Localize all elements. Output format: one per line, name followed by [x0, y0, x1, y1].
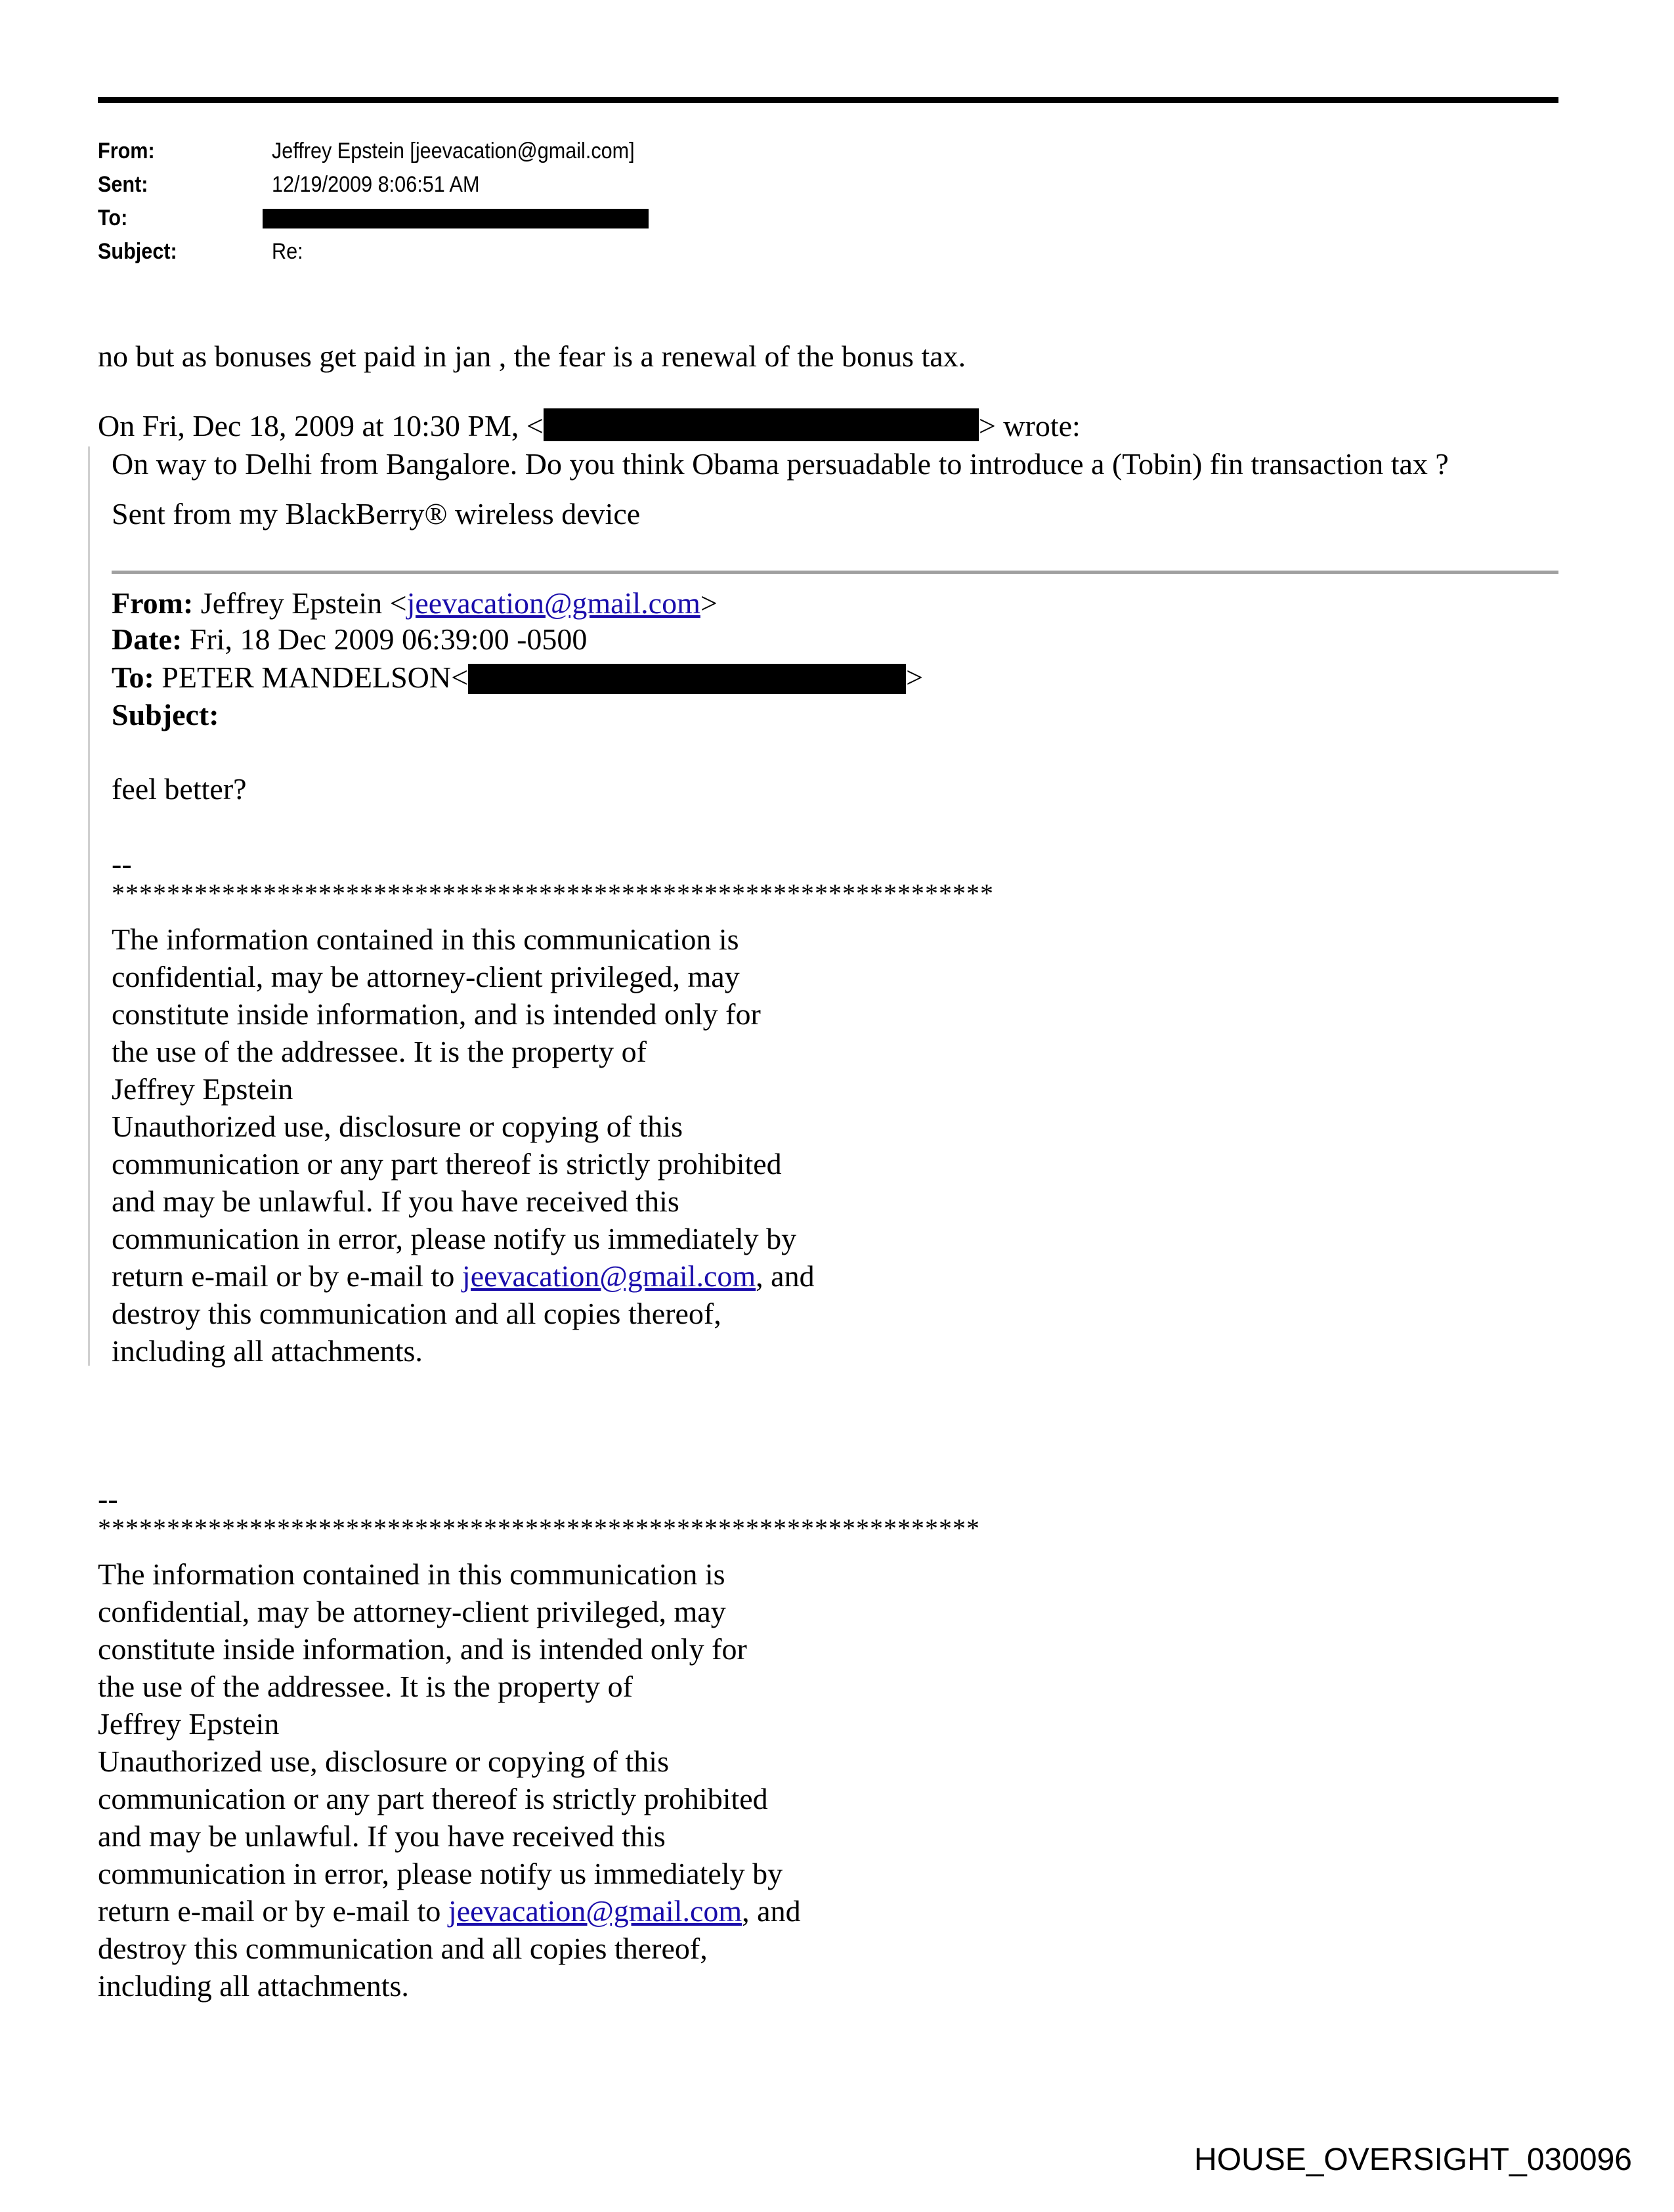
disclaimer-line: return e-mail or by e-mail to jeevacation@gmail.com, and [98, 1894, 801, 1928]
header-sent-label: Sent: [98, 172, 148, 197]
disclaimer-email-link[interactable]: jeevacation@gmail.com [461, 1259, 756, 1293]
quoted-signature: Sent from my BlackBerry® wireless device [112, 497, 641, 531]
disclaimer-email-link[interactable]: jeevacation@gmail.com [448, 1894, 742, 1928]
disclaimer-line: Unauthorized use, disclosure or copying of this [112, 1110, 683, 1143]
header-subject-value: Re: [272, 239, 303, 264]
sig-stars: **************************************************************** [112, 878, 994, 908]
reply-text: no but as bonuses get paid in jan , the fear is a renewal of the bonus tax. [98, 339, 966, 373]
header-to-label: To: [98, 206, 128, 230]
disclaimer-line: including all attachments. [112, 1334, 423, 1368]
quoted-subject: Subject: [112, 698, 219, 731]
header-from-value: Jeffrey Epstein [jeevacation@gmail.com] [272, 139, 635, 163]
disclaimer-line: destroy this communication and all copies thereof, [112, 1297, 721, 1330]
disclaimer-line: confidential, may be attorney-client privileged, may [112, 960, 740, 993]
header-subject-label: Subject: [98, 239, 177, 264]
top-rule [98, 97, 1558, 103]
disclaimer-line: Unauthorized use, disclosure or copying of this [98, 1745, 669, 1778]
disclaimer-line: communication or any part thereof is strictly prohibited [112, 1147, 782, 1181]
quoted-to: To: PETER MANDELSON< > [112, 661, 924, 694]
disclaimer-line: the use of the addressee. It is the property of [112, 1035, 647, 1068]
disclaimer-quoted [112, 845, 994, 1370]
disclaimer-line: the use of the addressee. It is the property of [98, 1670, 633, 1703]
disclaimer-outer [98, 1480, 980, 2005]
redaction-sender [544, 408, 979, 441]
attribution-line: On Fri, Dec 18, 2009 at 10:30 PM, < > wrote: [98, 409, 1081, 443]
sig-dashes: -- [112, 847, 132, 880]
disclaimer-line: constitute inside information, and is intended only for [98, 1632, 747, 1666]
header-sent-value: 12/19/2009 8:06:51 AM [272, 172, 480, 197]
quote-border [88, 446, 90, 1366]
disclaimer-line: communication in error, please notify us immediately by [112, 1222, 797, 1255]
quoted-date: Date: Fri, 18 Dec 2009 06:39:00 -0500 [112, 622, 588, 656]
quoted-from-email-link[interactable]: jeevacation@gmail.com [406, 586, 700, 620]
quoted-from: From: Jeffrey Epstein <jeevacation@gmail.com> [112, 586, 718, 620]
disclaimer-line: including all attachments. [98, 1969, 409, 2003]
disclaimer-line: destroy this communication and all copies thereof, [98, 1932, 708, 1965]
bates-number: HOUSE_OVERSIGHT_030096 [1194, 2142, 1632, 2177]
quote-divider [112, 571, 1558, 574]
disclaimer-line: constitute inside information, and is intended only for [112, 997, 761, 1031]
header-from-label: From: [98, 139, 155, 163]
disclaimer-line: The information contained in this communication is [98, 1557, 725, 1591]
disclaimer-line: communication or any part thereof is strictly prohibited [98, 1782, 768, 1815]
redaction-to [263, 209, 649, 228]
quoted-message: On way to Delhi from Bangalore. Do you think Obama persuadable to introduce a (Tobin) fin transaction tax ? [112, 447, 1449, 481]
sig-dashes: -- [98, 1482, 118, 1515]
disclaimer-line: The information contained in this communication is [112, 922, 739, 956]
sig-stars: **************************************************************** [98, 1513, 980, 1543]
quoted-text: feel better? [112, 772, 247, 806]
disclaimer-line: communication in error, please notify us immediately by [98, 1857, 783, 1890]
disclaimer-line: return e-mail or by e-mail to jeevacation@gmail.com, and [112, 1259, 815, 1293]
disclaimer-line: confidential, may be attorney-client privileged, may [98, 1595, 726, 1628]
disclaimer-line: Jeffrey Epstein [112, 1072, 293, 1106]
disclaimer-line: Jeffrey Epstein [98, 1707, 280, 1741]
disclaimer-line: and may be unlawful. If you have received this [98, 1819, 666, 1853]
disclaimer-line: and may be unlawful. If you have received this [112, 1184, 679, 1218]
redaction-recipient [468, 664, 906, 694]
